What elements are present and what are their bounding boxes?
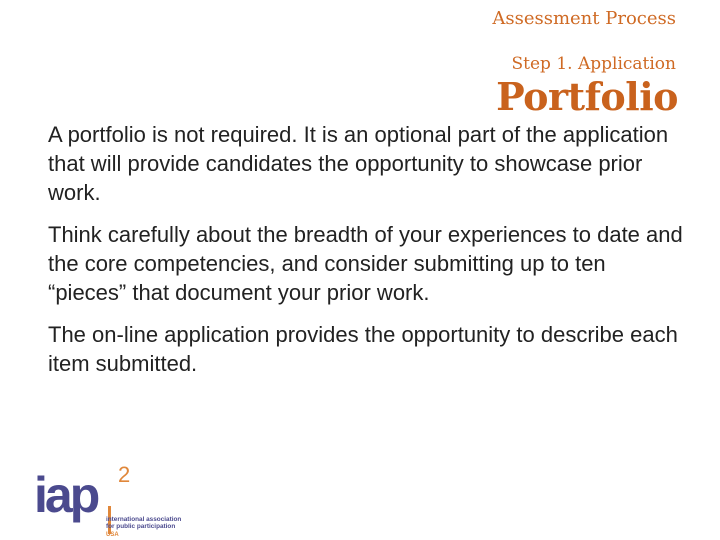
logo-line-1: international association [106, 516, 182, 523]
logo-superscript: 2 [118, 462, 131, 487]
paragraph-3: The on-line application provides the opportunity to describe each item submitted. [48, 322, 678, 376]
paragraph-2: Think carefully about the breadth of your experiences to date and the core competencies, and consider submitting up to ten “pieces” that document your prior work. [48, 222, 683, 305]
slide-title: Portfolio [496, 74, 678, 119]
slide-body [48, 120, 688, 391]
paragraph-1: A portfolio is not required. It is an optional part of the application that will provide candidates the opportunity to showcase prior work. [48, 122, 669, 205]
logo-region: USA [106, 532, 119, 538]
section-heading: Assessment Process [492, 8, 676, 29]
iap2-logo [34, 462, 204, 538]
logo-text [106, 516, 181, 530]
step-heading: Step 1. Application [511, 54, 676, 74]
logo-mark: iap [34, 467, 98, 523]
logo-line-2: for public participation [106, 523, 176, 530]
